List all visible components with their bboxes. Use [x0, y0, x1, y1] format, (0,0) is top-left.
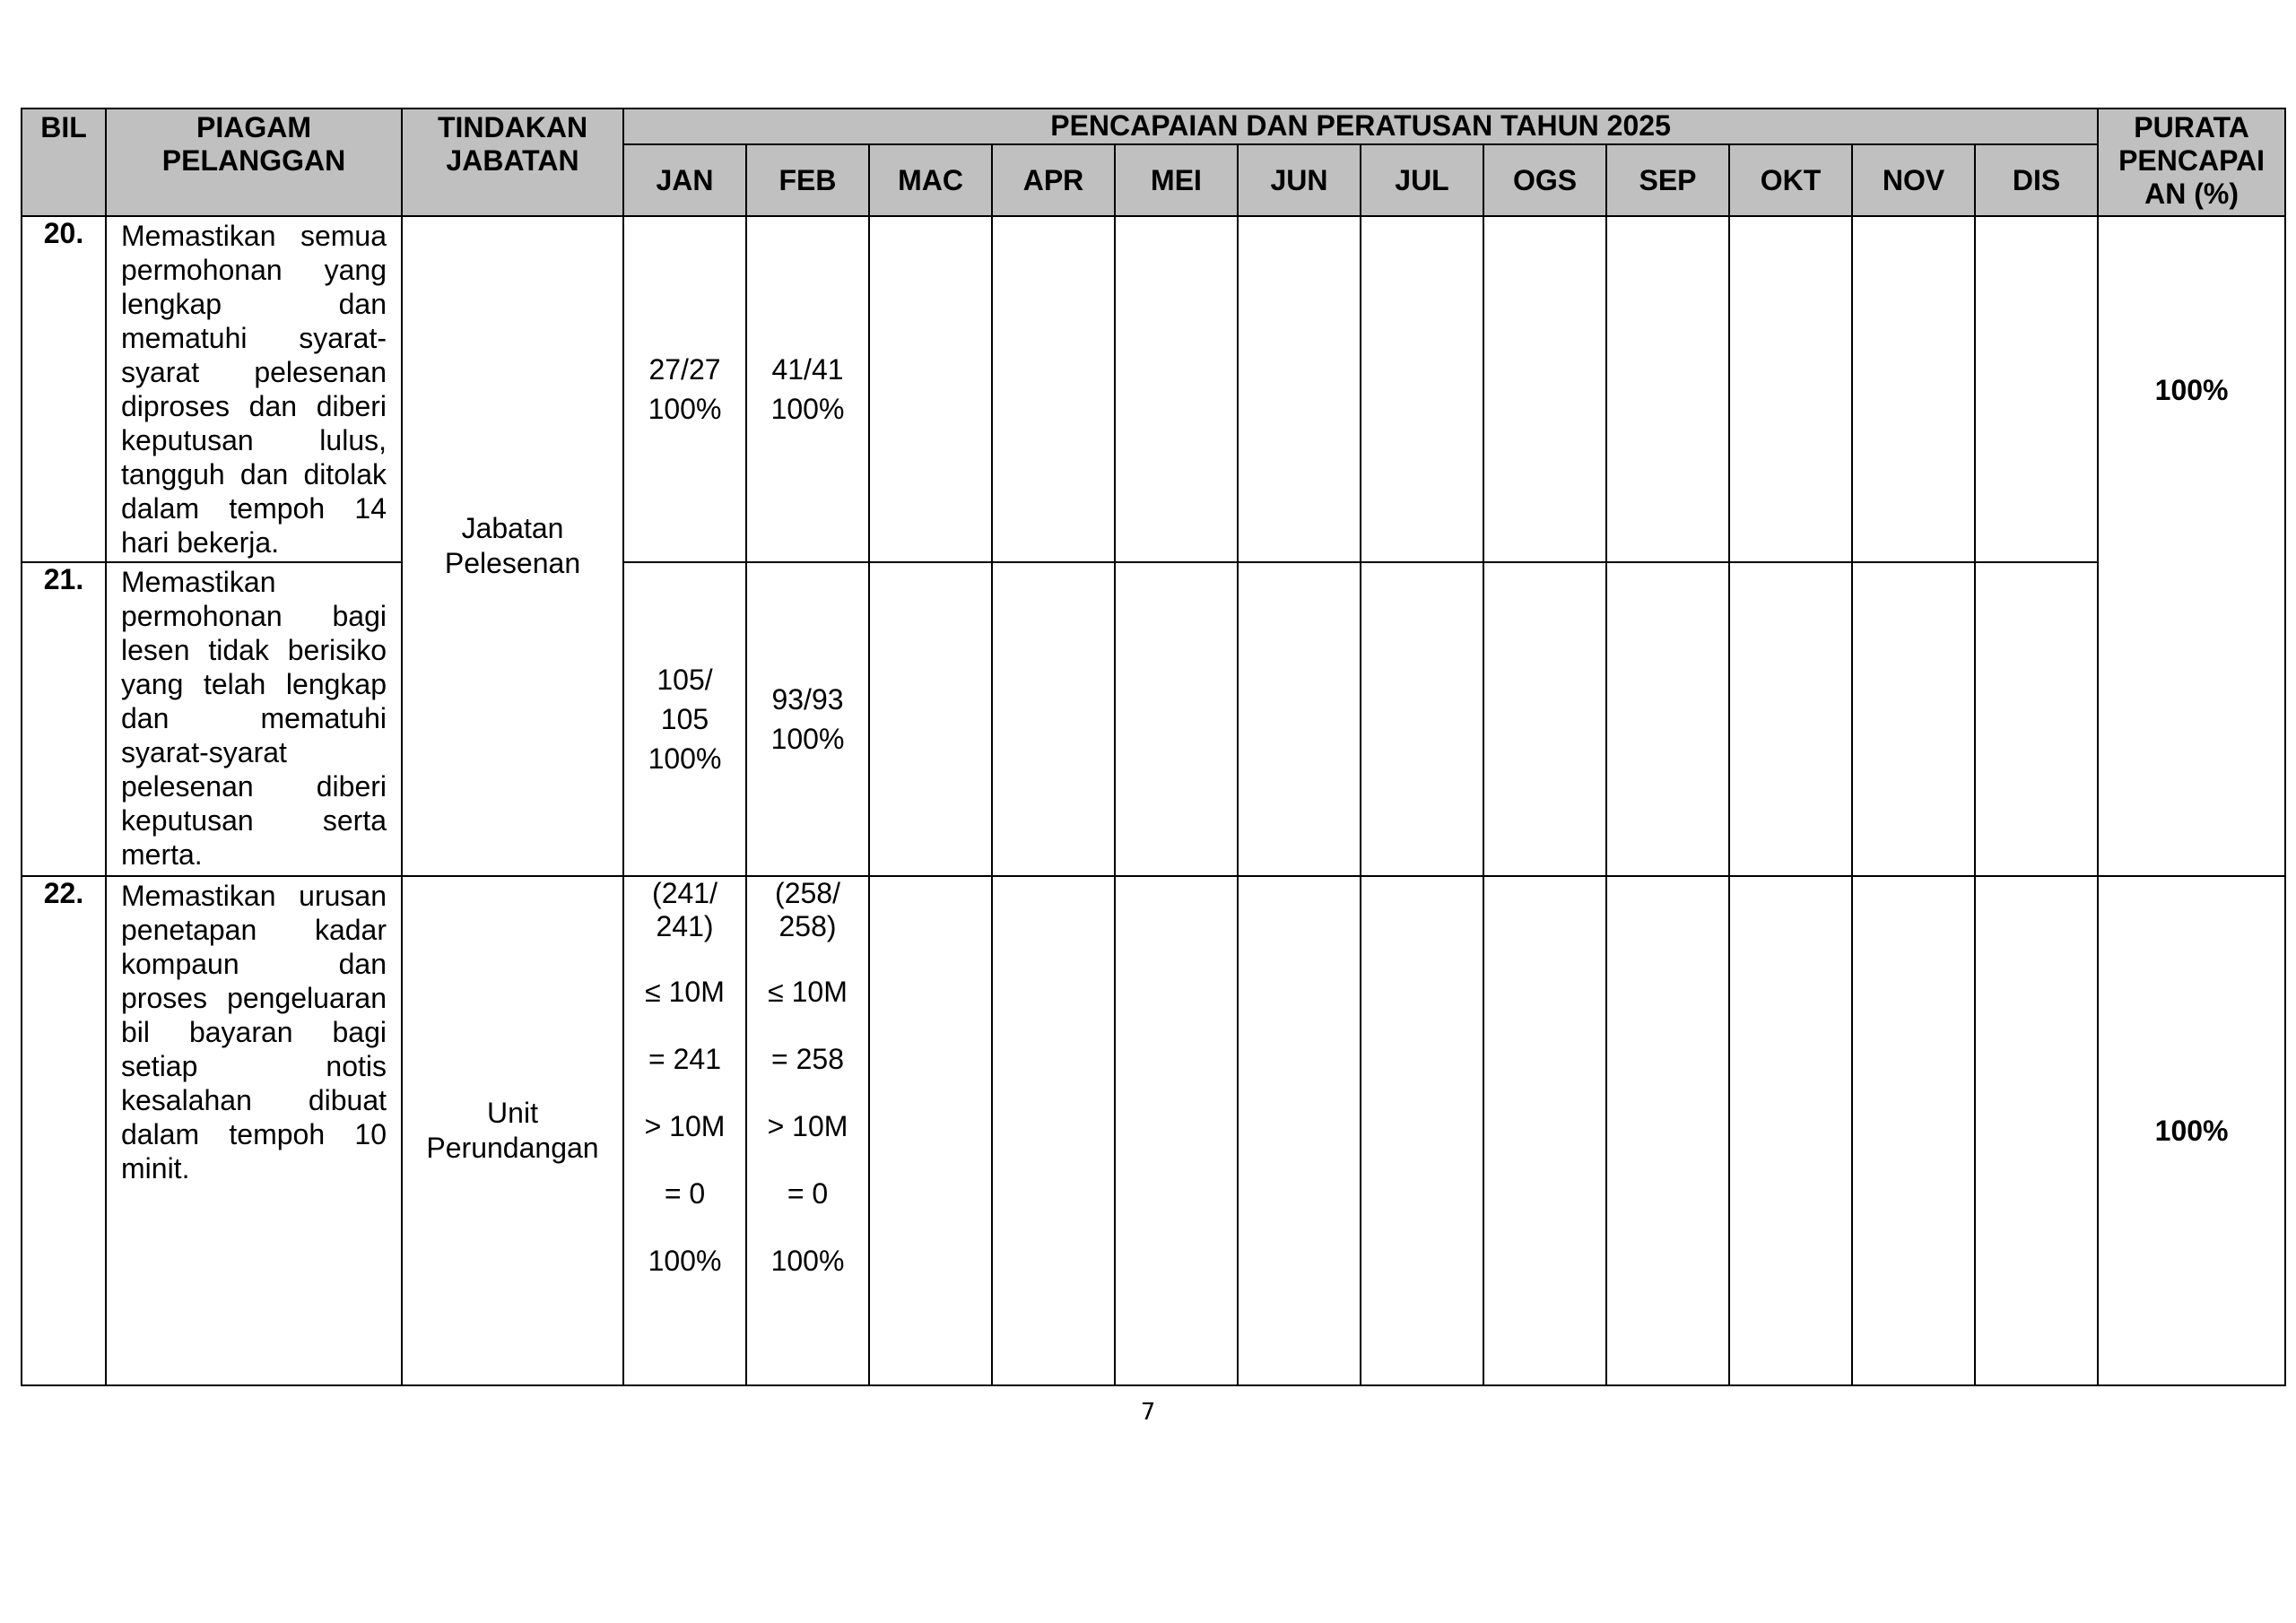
cell-okt — [1729, 562, 1852, 876]
cell-purata: 100% — [2098, 876, 2285, 1385]
cell-dis — [1975, 562, 2098, 876]
cell-sep — [1606, 562, 1729, 876]
row-piagam: Memastikan permohonan bagi lesen tidak berisiko yang telah lengkap dan mematuhi syarat-syarat pelesenan diberi keputusan serta merta. — [106, 562, 402, 876]
cell-mei — [1115, 876, 1238, 1385]
cell-purata: 100% — [2098, 216, 2285, 876]
cell-apr — [992, 562, 1115, 876]
cell-mei — [1115, 216, 1238, 562]
cell-mac — [869, 876, 992, 1385]
charter-table — [21, 108, 2286, 1386]
cell-sep — [1606, 216, 1729, 562]
cell-jul — [1361, 562, 1483, 876]
cell-jan: 105/ 105 100% — [623, 562, 746, 876]
cell-mei — [1115, 562, 1238, 876]
row-piagam: Memastikan urusan penetapan kadar kompaun dan proses pengeluaran bil bayaran bagi setiap notis kesalahan dibuat dalam tempoh 10 minit. — [106, 876, 402, 1385]
header-month-jun: JUN — [1238, 144, 1361, 216]
header-month-jul: JUL — [1361, 144, 1483, 216]
header-purata: PURATA PENCAPAI AN (%) — [2098, 108, 2285, 216]
cell-mac — [869, 562, 992, 876]
header-month-mac: MAC — [869, 144, 992, 216]
row-tindakan: Unit Perundangan — [402, 876, 623, 1385]
header-month-ogs: OGS — [1483, 144, 1606, 216]
cell-apr — [992, 876, 1115, 1385]
row-bil: 20. — [22, 216, 106, 562]
header-month-apr: APR — [992, 144, 1115, 216]
row-bil: 21. — [22, 562, 106, 876]
cell-okt — [1729, 876, 1852, 1385]
table-row — [22, 876, 2285, 1385]
cell-jan: 27/27 100% — [623, 216, 746, 562]
row-bil: 22. — [22, 876, 106, 1385]
header-month-okt: OKT — [1729, 144, 1852, 216]
header-month-dis: DIS — [1975, 144, 2098, 216]
table-row — [22, 216, 2285, 562]
cell-feb: 93/93 100% — [746, 562, 869, 876]
cell-jun — [1238, 216, 1361, 562]
page-number: 7 — [1140, 1399, 1156, 1426]
cell-nov — [1852, 876, 1975, 1385]
cell-ogs — [1483, 876, 1606, 1385]
header-month-feb: FEB — [746, 144, 869, 216]
cell-jan: (241/ 241) ≤ 10M = 241 > 10M = 0 100% — [623, 876, 746, 1385]
header-month-nov: NOV — [1852, 144, 1975, 216]
header-piagam: PIAGAM PELANGGAN — [106, 108, 402, 216]
header-bil: BIL — [22, 108, 106, 216]
cell-feb: (258/ 258) ≤ 10M = 258 > 10M = 0 100% — [746, 876, 869, 1385]
cell-ogs — [1483, 562, 1606, 876]
row-tindakan: Jabatan Pelesenan — [402, 216, 623, 876]
table-row — [22, 562, 2285, 876]
header-tindakan: TINDAKAN JABATAN — [402, 108, 623, 216]
cell-jul — [1361, 876, 1483, 1385]
cell-ogs — [1483, 216, 1606, 562]
cell-feb: 41/41 100% — [746, 216, 869, 562]
cell-mac — [869, 216, 992, 562]
header-month-sep: SEP — [1606, 144, 1729, 216]
table-body — [22, 216, 2285, 1385]
header-pencapaian: PENCAPAIAN DAN PERATUSAN TAHUN 2025 — [623, 108, 2098, 144]
header-month-mei: MEI — [1115, 144, 1238, 216]
cell-jul — [1361, 216, 1483, 562]
cell-dis — [1975, 216, 2098, 562]
cell-nov — [1852, 216, 1975, 562]
cell-jun — [1238, 562, 1361, 876]
table-header — [22, 108, 2285, 216]
cell-sep — [1606, 876, 1729, 1385]
cell-apr — [992, 216, 1115, 562]
cell-dis — [1975, 876, 2098, 1385]
row-piagam: Memastikan semua permohonan yang lengkap dan mematuhi syarat-syarat pelesenan diproses dan diberi keputusan lulus, tangguh dan ditolak dalam tempoh 14 hari bekerja. — [106, 216, 402, 562]
cell-jun — [1238, 876, 1361, 1385]
cell-nov — [1852, 562, 1975, 876]
cell-okt — [1729, 216, 1852, 562]
header-month-jan: JAN — [623, 144, 746, 216]
